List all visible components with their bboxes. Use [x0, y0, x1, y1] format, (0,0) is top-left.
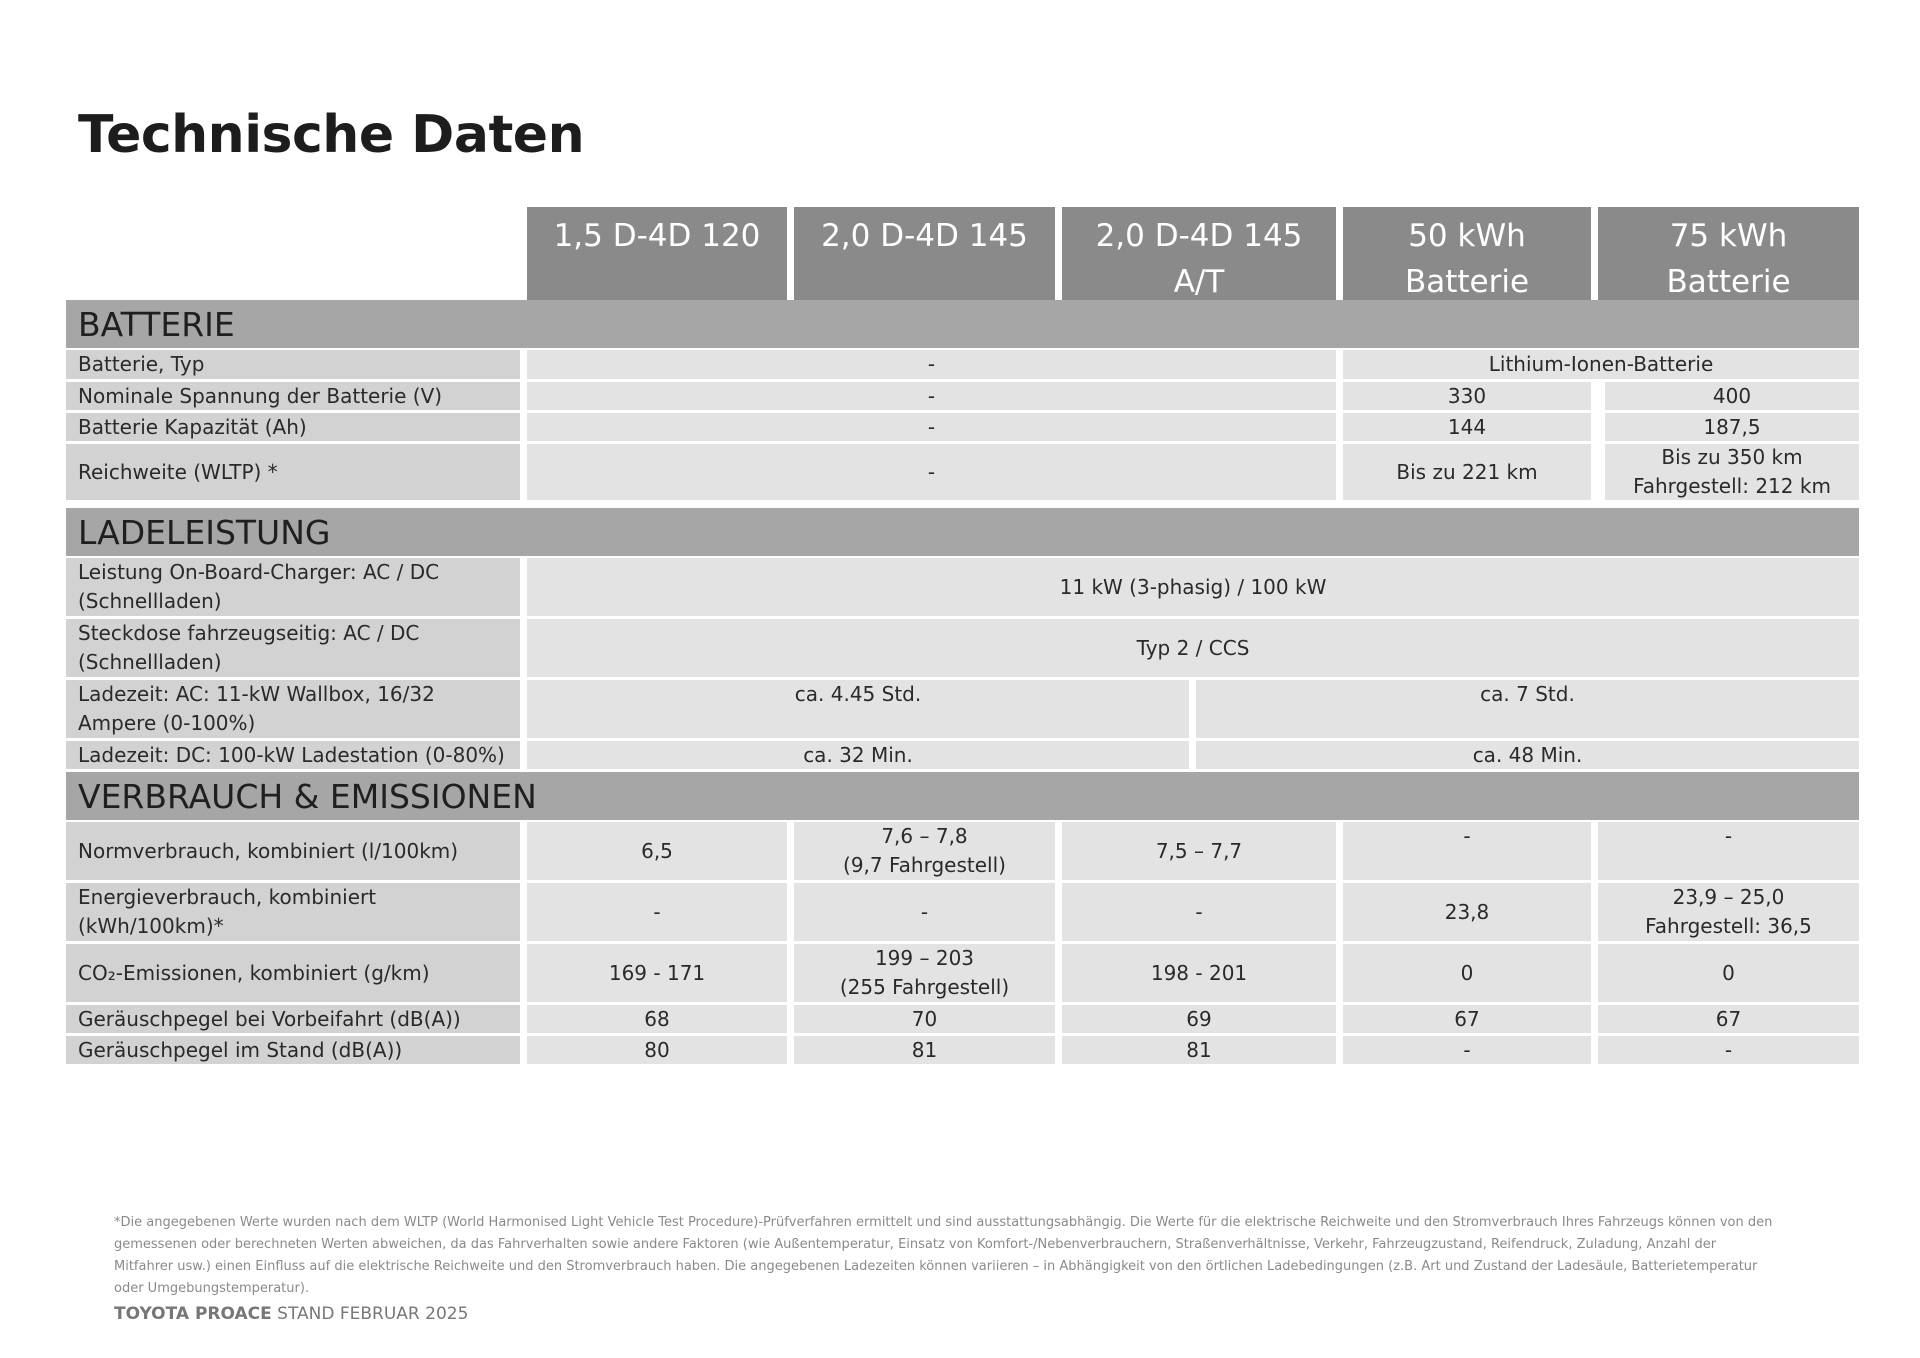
row-label — [66, 680, 520, 738]
value-cell: ca. 4.45 Std. — [527, 680, 1189, 738]
value-cell: 81 — [1062, 1036, 1336, 1064]
row-label: Reichweite (WLTP) * — [66, 444, 520, 500]
value-cell: - — [1598, 1036, 1859, 1064]
value-cell: 7,5 – 7,7 — [1062, 822, 1336, 880]
value-cell: - — [1343, 822, 1591, 880]
footer-brand-name: TOYOTA PROACE — [114, 1304, 272, 1324]
value-cell: - — [1598, 822, 1859, 880]
row-label — [66, 558, 520, 616]
value-line: Fahrgestell: 36,5 — [1645, 914, 1812, 938]
value-cell: 400 — [1605, 382, 1859, 410]
row-label: Ladezeit: DC: 100-kW Ladestation (0-80%) — [66, 741, 520, 769]
column-header-line2: A/T — [1173, 264, 1225, 300]
column-header-line1: 2,0 D-4D 145 — [1095, 218, 1303, 254]
footnote: *Die angegebenen Werte wurden nach dem WLTP (World Harmonised Light Vehicle Test Procedure)-Prüfverfahren ermittelt und sind ausstattungsabhängig. Die Werte für die elektrische Reichweite und den Stromverbrauch Ihres Fahrzeugs können von den gemessenen oder berechneten Werten abweichen, da das Fahrverhalten sowie andere Faktoren (wie Außentemperatur, Einsatz von Komfort-/Nebenverbrauchern, Straßenverhältnisse, Verkehr, Fahrzeugzustand, Reifendruck, Zuladung, Anzahl der Mitfahrer usw.) einen Einfluss auf die elektrische Reichweite und den Stromverbrauch haben. Die angegebenen Ladezeiten können variieren – in Abhängigkeit von den örtlichen Ladebedingungen (z.B. Art und Zustand der Ladesäule, Batterietemperatur oder Umgebungstemperatur). — [114, 1215, 1773, 1296]
value-cell: 0 — [1343, 944, 1591, 1002]
column-header-1 — [527, 207, 787, 300]
value-cell: - — [527, 413, 1336, 441]
column-header-line1: 1,5 D-4D 120 — [553, 218, 761, 254]
value-line: 199 – 203 — [874, 946, 975, 970]
column-header-line1: 50 kWh — [1408, 218, 1526, 254]
value-cell: 80 — [527, 1036, 787, 1064]
value-cell: ca. 32 Min. — [527, 741, 1189, 769]
value-cell: - — [794, 883, 1055, 941]
value-cell — [1598, 883, 1859, 941]
value-cell: 67 — [1598, 1005, 1859, 1033]
value-line: (255 Fahrgestell) — [839, 975, 1010, 999]
value-cell: 6,5 — [527, 822, 787, 880]
value-line: Fahrgestell: 212 km — [1633, 474, 1831, 498]
column-header-line2: Batterie — [1404, 264, 1530, 300]
value-cell: 70 — [794, 1005, 1055, 1033]
value-cell: ca. 48 Min. — [1196, 741, 1859, 769]
column-header-line1: 75 kWh — [1669, 218, 1788, 254]
value-line: Bis zu 350 km — [1661, 445, 1803, 469]
value-cell: ca. 7 Std. — [1196, 680, 1859, 738]
row-label: Normverbrauch, kombiniert (l/100km) — [66, 822, 520, 880]
value-line: 7,6 – 7,8 — [881, 824, 968, 848]
row-label — [66, 883, 520, 941]
value-cell: - — [1343, 1036, 1591, 1064]
section-header-batterie: BATTERIE — [66, 300, 1859, 348]
value-cell: 81 — [794, 1036, 1055, 1064]
section-header-verbrauch: VERBRAUCH & EMISSIONEN — [66, 772, 1859, 820]
page-title: Technische Daten — [78, 105, 585, 165]
row-label: Nominale Spannung der Batterie (V) — [66, 382, 520, 410]
row-label: Batterie, Typ — [66, 350, 520, 379]
label-line: Energieverbrauch, kombiniert — [78, 885, 377, 909]
column-header-3 — [1062, 207, 1336, 300]
value-cell: Lithium-Ionen-Batterie — [1343, 350, 1859, 379]
value-cell — [794, 944, 1055, 1002]
row-label: CO₂-Emissionen, kombiniert (g/km) — [66, 944, 520, 1002]
value-cell: 198 - 201 — [1062, 944, 1336, 1002]
value-cell: 69 — [1062, 1005, 1336, 1033]
value-cell: 23,8 — [1343, 883, 1591, 941]
value-cell — [1605, 444, 1859, 500]
label-line: Ampere (0-100%) — [78, 711, 256, 735]
section-header-ladeleistung: LADELEISTUNG — [66, 508, 1859, 556]
label-line: (kWh/100km)* — [78, 914, 224, 938]
row-label: Batterie Kapazität (Ah) — [66, 413, 520, 441]
label-line: (Schnellladen) — [78, 650, 222, 674]
value-cell: - — [527, 382, 1336, 410]
label-line: (Schnellladen) — [78, 589, 222, 613]
column-header-line1: 2,0 D-4D 145 — [821, 218, 1028, 254]
label-line: Ladezeit: AC: 11-kW Wallbox, 16/32 — [78, 682, 435, 706]
label-line: Leistung On-Board-Charger: AC / DC — [78, 560, 440, 584]
footer-stand: STAND FEBRUAR 2025 — [277, 1304, 469, 1324]
value-cell: 68 — [527, 1005, 787, 1033]
footer — [114, 1304, 468, 1324]
value-cell: 11 kW (3-phasig) / 100 kW — [527, 558, 1859, 616]
value-cell: - — [527, 350, 1336, 379]
value-cell: 330 — [1343, 382, 1591, 410]
value-cell: - — [1062, 883, 1336, 941]
column-header-2 — [794, 207, 1055, 300]
column-header-5 — [1598, 207, 1859, 300]
value-cell: - — [527, 883, 787, 941]
value-line: (9,7 Fahrgestell) — [843, 853, 1006, 877]
value-cell: 67 — [1343, 1005, 1591, 1033]
column-header-line2: Batterie — [1666, 264, 1791, 300]
value-cell: Bis zu 221 km — [1343, 444, 1591, 500]
label-line: Steckdose fahrzeugseitig: AC / DC — [78, 621, 420, 645]
value-cell: 144 — [1343, 413, 1591, 441]
value-cell: 0 — [1598, 944, 1859, 1002]
value-cell: 169 - 171 — [527, 944, 787, 1002]
row-label: Geräuschpegel im Stand (dB(A)) — [66, 1036, 520, 1064]
value-line: 23,9 – 25,0 — [1672, 885, 1785, 909]
row-label: Geräuschpegel bei Vorbeifahrt (dB(A)) — [66, 1005, 520, 1033]
value-cell — [794, 822, 1055, 880]
row-label — [66, 619, 520, 677]
column-header-4 — [1343, 207, 1591, 300]
value-cell: Typ 2 / CCS — [527, 619, 1859, 677]
value-cell: 187,5 — [1605, 413, 1859, 441]
value-cell: - — [527, 444, 1336, 500]
